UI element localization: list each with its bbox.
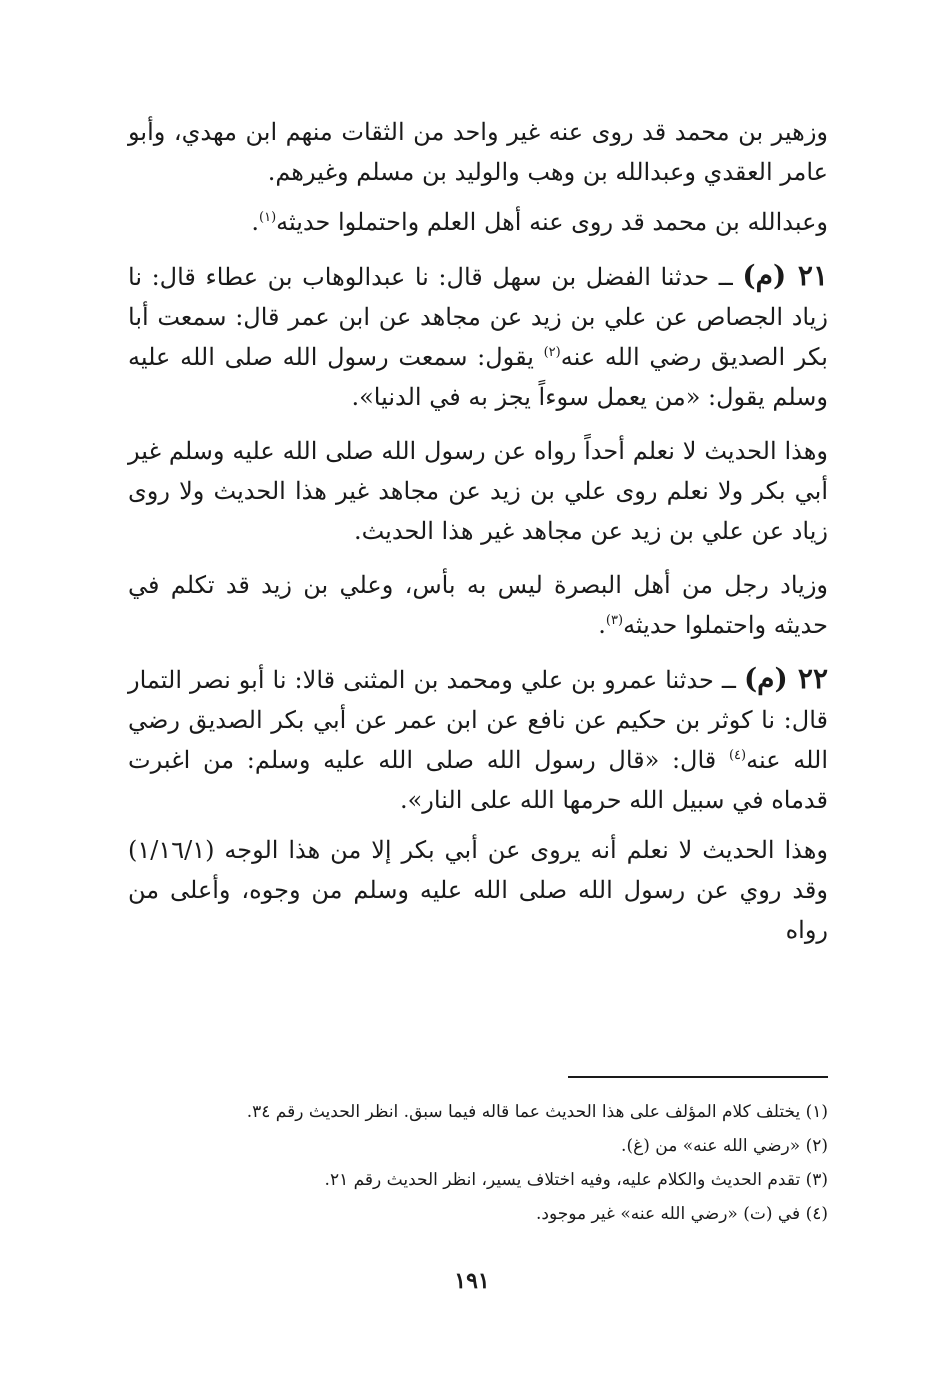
footnote-ref-3[interactable]: (٣) — [605, 613, 624, 628]
hadith-text: ــ حدثنا الفضل بن سهل قال: نا عبدالوهاب بن عطاء قال: نا زياد الجصاص عن علي بن زيد عن مجاهد عن ابن عمر قال: سمعت أبا بكر الصديق رضي الله عنه — [128, 263, 828, 371]
paragraph-abdullah — [128, 202, 828, 242]
hadith-22 — [128, 659, 828, 820]
footnote-1: (١) يختلف كلام المؤلف على هذا الحديث عما قاله فيما سبق. انظر الحديث رقم ٣٤. — [246, 1102, 828, 1122]
paragraph-zuhair: وزهير بن محمد قد روى عنه غير واحد من الثقات منهم ابن مهدي، وأبو عامر العقدي وعبدالله بن وهب والوليد بن مسلم وغيرهم. — [128, 118, 828, 186]
footnote-2: (٢) «رضي الله عنه» من (غ). — [621, 1136, 828, 1156]
hadith-number-21: ٢١ (م) — [742, 259, 828, 292]
hadith-number-22: ٢٢ (م) — [743, 662, 828, 695]
hadith-21 — [128, 256, 828, 417]
paragraph-ziyad — [128, 565, 828, 645]
footnote-4: (٤) في (ت) «رضي الله عنه» غير موجود. — [535, 1204, 828, 1224]
hadith-text-cont: يقول: سمعت رسول الله صلى الله عليه وسلم يقول: «من يعمل سوءاً يجز به في الدنيا». — [128, 343, 828, 411]
page-number: ١٩١ — [454, 1268, 490, 1294]
paragraph-end: . — [251, 208, 259, 236]
commentary-22: وهذا الحديث لا نعلم أنه يروى عن أبي بكر إلا من هذا الوجه (١/١٦/١) وقد روي عن رسول الله صلى الله عليه وسلم من وجوه، وأعلى من رواه — [128, 836, 828, 944]
main-text — [128, 112, 828, 964]
paragraph-text: وزياد رجل من أهل البصرة ليس به بأس، وعلي بن زيد قد تكلم في حديثه واحتملوا حديثه — [128, 571, 829, 639]
footnote-ref-2[interactable]: (٢) — [543, 345, 561, 360]
paragraph-end: . — [598, 611, 606, 639]
footnotes — [128, 1098, 828, 1234]
footnote-ref-1[interactable]: (١) — [259, 210, 277, 225]
footnote-ref-4[interactable]: (٤) — [728, 748, 747, 763]
footnote-3: (٣) تقدم الحديث والكلام عليه، وفيه اختلاف يسير، انظر الحديث رقم ٢١. — [324, 1170, 828, 1190]
footnote-separator — [568, 1076, 828, 1078]
hadith-text-cont: قال: «قال رسول الله صلى الله عليه وسلم: من اغبرت قدماه في سبيل الله حرمها الله على النار». — [128, 746, 828, 814]
paragraph-text: وعبدالله بن محمد قد روى عنه أهل العلم واحتملوا حديثه — [276, 208, 828, 236]
commentary-21: وهذا الحديث لا نعلم أحداً رواه عن رسول الله صلى الله عليه وسلم غير أبي بكر ولا نعلم روى علي بن زيد عن مجاهد غير هذا الحديث ولا روى زياد عن علي بن زيد عن مجاهد غير هذا الحديث. — [128, 437, 828, 545]
hadith-text: ــ حدثنا عمرو بن علي ومحمد بن المثنى قالا: نا أبو نصر التمار قال: نا كوثر بن حكيم عن نافع عن ابن عمر عن أبي بكر الصديق رضي الله عنه — [128, 666, 828, 774]
